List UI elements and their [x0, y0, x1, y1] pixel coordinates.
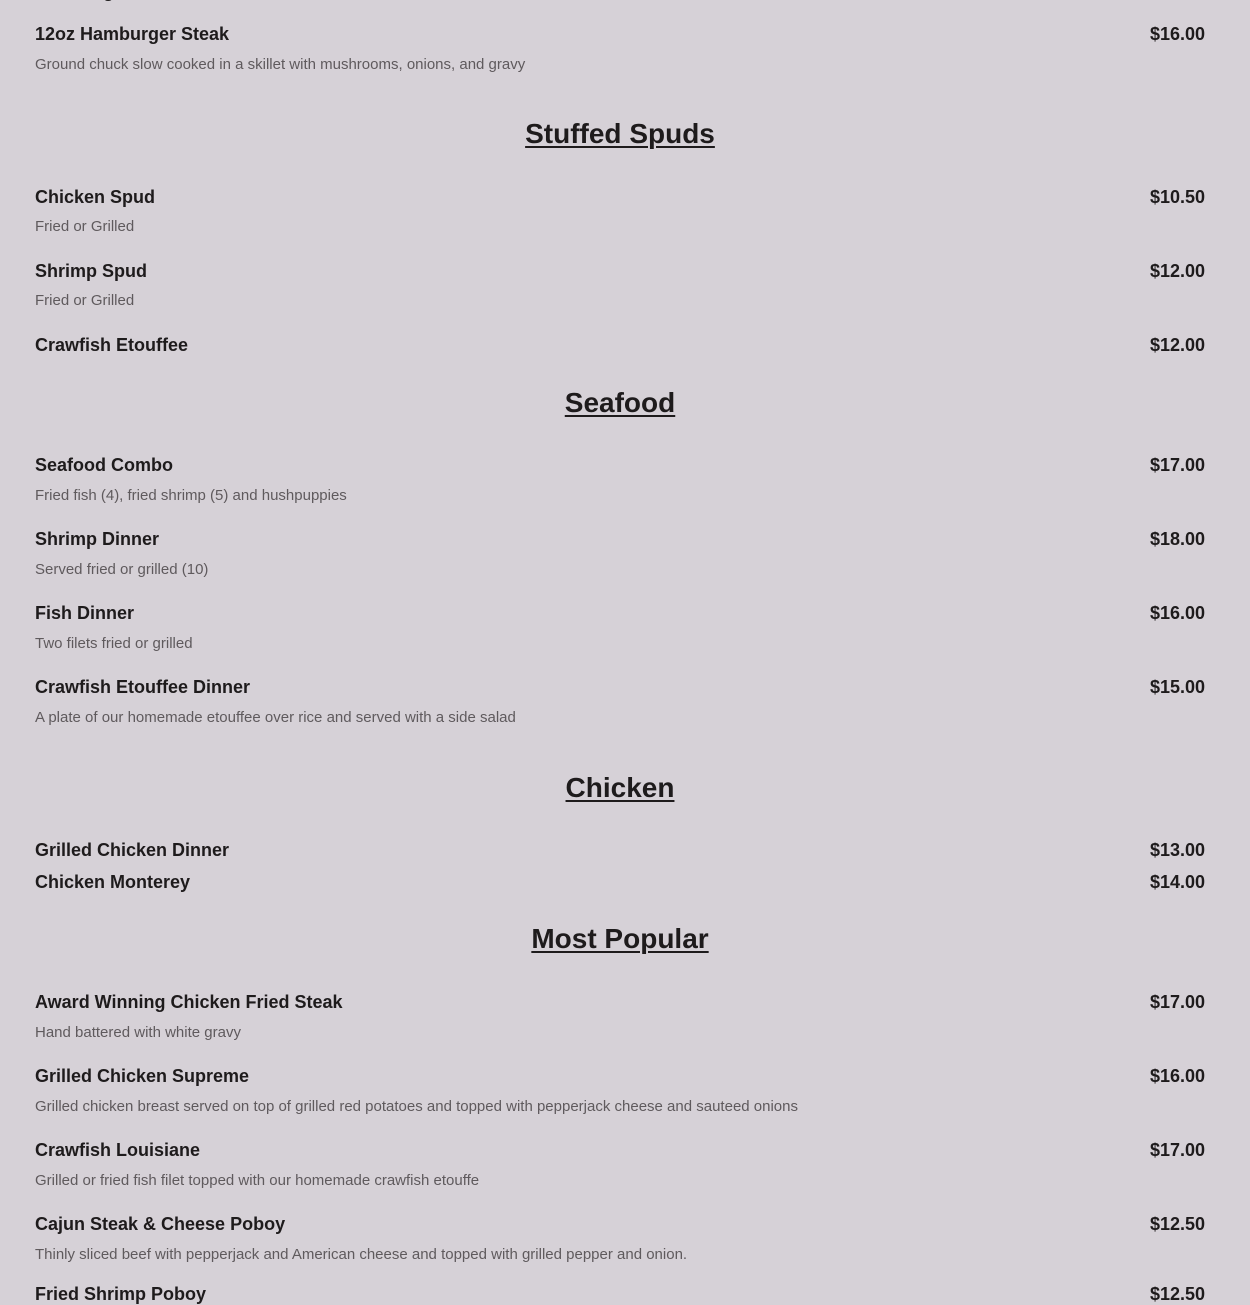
menu-item-name: Crawfish Etouffee — [35, 335, 189, 355]
menu-item-price: $12.50 — [1149, 1284, 1205, 1304]
menu-item-description: Hand battered with white gravy — [35, 1024, 241, 1041]
menu-item-price: $14.00 — [1149, 872, 1205, 892]
menu-item-description: Fried or Grilled — [35, 292, 135, 309]
menu-item-name: Grilled Chicken Supreme — [35, 1066, 250, 1086]
menu-item-price — [1150, 0, 1205, 2]
menu-item-name — [35, 0, 184, 2]
menu-item-description: Ground chuck slow cooked in a skillet with mushrooms, onions, and gravy — [35, 56, 526, 73]
section-title-most-popular: Most Popular — [531, 923, 709, 954]
menu-item-description: Fried or Grilled — [35, 218, 135, 235]
menu-item-name: Shrimp Dinner — [35, 529, 160, 549]
menu-item-name: Award Winning Chicken Fried Steak — [35, 992, 343, 1012]
menu-item-description: Grilled chicken breast served on top of grilled red potatoes and topped with pepperjack cheese and sauteed onions — [35, 1098, 798, 1115]
menu-item-price: $16.00 — [1149, 603, 1205, 623]
menu-item-description: A plate of our homemade etouffee over rice and served with a side salad — [35, 709, 516, 726]
menu-item-name: 12oz Hamburger Steak — [35, 24, 230, 44]
menu-item-name: Seafood Combo — [35, 455, 173, 475]
section-title-chicken: Chicken — [565, 772, 675, 803]
menu-item-description: Served fried or grilled (10) — [35, 561, 209, 578]
menu-item-price: $16.00 — [1149, 24, 1205, 44]
menu-item-price: $12.00 — [1149, 261, 1205, 281]
menu-item-name: Chicken Monterey — [35, 872, 191, 892]
menu-item-name: Shrimp Spud — [35, 261, 147, 281]
menu-item-description: Grilled or fried fish filet topped with our homemade crawfish etouffe — [35, 1172, 480, 1189]
menu-item-price: $15.00 — [1149, 677, 1205, 697]
menu-item-description: Fried fish (4), fried shrimp (5) and hushpuppies — [35, 487, 347, 504]
menu-item-price: $16.00 — [1149, 1066, 1205, 1086]
menu-item-price: $12.00 — [1149, 335, 1205, 355]
menu-item-name: Crawfish Etouffee Dinner — [35, 677, 251, 697]
menu-item-name: Cajun Steak & Cheese Poboy — [35, 1214, 286, 1234]
menu-item-name: Fried Shrimp Poboy — [35, 1284, 207, 1304]
menu-item-name: Chicken Spud — [35, 187, 156, 207]
menu-item-price: $17.00 — [1149, 992, 1205, 1012]
menu-item-name: Crawfish Louisiane — [35, 1140, 201, 1160]
menu-item-price: $18.00 — [1149, 529, 1205, 549]
section-title-stuffed-spuds: Stuffed Spuds — [525, 118, 715, 149]
section-title-seafood: Seafood — [564, 387, 676, 418]
menu-item-description: Two filets fried or grilled — [35, 635, 193, 652]
menu-item-price: $17.00 — [1149, 455, 1205, 475]
menu-item-price: $17.00 — [1149, 1140, 1205, 1160]
menu-item-price: $13.00 — [1149, 840, 1205, 860]
menu-item-price: $10.50 — [1149, 187, 1205, 207]
menu-item-description: Thinly sliced beef with pepperjack and American cheese and topped with grilled pepper and onion. — [35, 1246, 688, 1263]
menu-item-price: $12.50 — [1149, 1214, 1205, 1234]
menu-item-name: Fish Dinner — [35, 603, 135, 623]
menu-item-name: Grilled Chicken Dinner — [35, 840, 230, 860]
